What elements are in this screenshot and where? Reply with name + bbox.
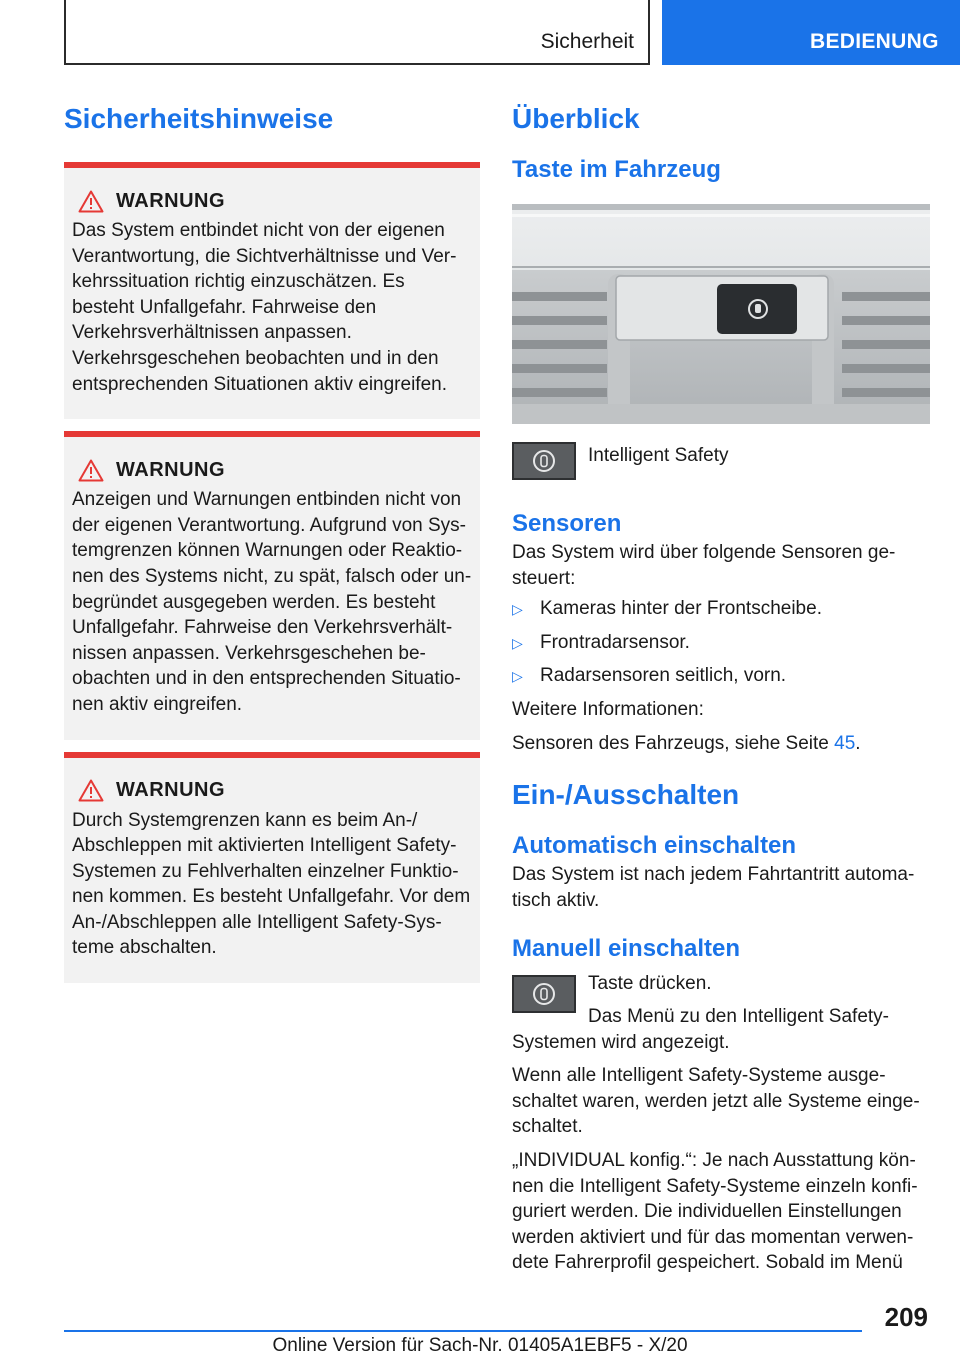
page-number: 209 — [884, 1302, 928, 1332]
auto-on-text: Das System ist nach jedem Fahrtantritt automatisch aktiv. — [512, 864, 915, 911]
warning-box-3 — [64, 752, 480, 984]
dashboard-button-photo — [512, 204, 930, 424]
manual-step-2: Das Menü zu den Intelligent Safety-Systemen wird angezeigt. — [512, 1005, 890, 1053]
list-item-text: Kameras hinter der Frontscheibe. — [540, 598, 822, 620]
page-link[interactable]: 45 — [834, 732, 856, 754]
warning-text: Anzeigen und Warnungen entbinden nicht von der eigenen Verantwortung. Aufgrund von Systemgrenzen können Warnungen oder Reaktionen des Systems nicht, zu spät, falsch oder unbegründet ausgegeben werden. Es besteht Unfallgefahr. Fahrweise den Verkehrsverhältnissen anpassen. Verkehrsgeschehen beobachten und in den entsprechenden Situationen aktiv eingreifen. — [72, 489, 472, 715]
auto-on-heading: Automatisch einschalten — [512, 832, 797, 860]
header-section-box — [64, 0, 650, 65]
manual-on-heading: Manuell einschalten — [512, 935, 741, 963]
intelligent-safety-key-row — [512, 442, 930, 480]
on-off-title: Ein-/Ausschalten — [512, 779, 740, 811]
overview-title: Überblick — [512, 103, 640, 134]
footer-text: Online Version für Sach-Nr. 01405A1EBF5 - X/20 — [272, 1335, 688, 1356]
manual-step-1: Taste drücken. — [588, 973, 712, 995]
warning-box-1 — [64, 162, 480, 419]
triangle-bullet-icon: ▷ — [512, 668, 523, 685]
list-item — [512, 630, 930, 657]
intelligent-safety-button-icon — [512, 442, 576, 480]
warning-text: Durch Systemgrenzen kann es beim An-/ Abschleppen mit aktivierten Intelligent Safety-Systemen zu Fehlverhalten einzelner Funktionen kommen. Es besteht Unfallgefahr. Vor dem An-/Abschleppen alle Intelligent Safety-Systeme abschalten. — [72, 809, 471, 959]
sensor-reference — [512, 731, 930, 757]
list-item-text: Frontradarsensor. — [540, 631, 690, 653]
more-info-label: Weitere Informationen: — [512, 698, 704, 720]
safety-notes-title: Sicherheitshinweise — [64, 103, 334, 134]
warning-triangle-icon — [72, 189, 116, 213]
manual-on-block — [512, 971, 930, 1055]
warning-triangle-icon — [72, 458, 116, 482]
header-section-title: Sicherheit — [540, 30, 634, 53]
warning-triangle-icon — [72, 779, 116, 803]
reference-end: . — [855, 732, 861, 754]
triangle-bullet-icon: ▷ — [512, 601, 523, 618]
right-column — [512, 100, 930, 1276]
header-chapter-title: BEDIENUNG — [810, 30, 939, 53]
intelligent-safety-label: Intelligent Safety — [588, 445, 729, 466]
left-column — [64, 100, 480, 983]
warning-text: Das System entbindet nicht von der eigenen Verantwortung, die Sichtverhältnisse und Verkehrssituation richtig einzuschätzen. Es besteht Unfallgefahr. Fahrweise den Verkehrsverhältnissen anpassen. Verkehrsgeschehen beobachten und in den entsprechenden Situationen aktiv eingreifen. — [72, 220, 457, 395]
list-item — [512, 663, 930, 690]
warning-box-2 — [64, 431, 480, 739]
triangle-bullet-icon: ▷ — [512, 634, 523, 651]
warning-label: WARNUNG — [116, 189, 226, 212]
list-item-text: Radarsensoren seitlich, vorn. — [540, 665, 787, 687]
button-in-vehicle-heading: Taste im Fahrzeug — [512, 156, 721, 183]
warning-label: WARNUNG — [116, 779, 226, 801]
paragraph-individual-config: „INDIVIDUAL konfig.“: Je nach Ausstattung können die Intelligent Safety-Systeme einzeln konfiguriert werden. Die individuellen Einstellungen werden aktiviert und für das momentan verwendete Fahrerprofil gespeichert. Sobald im Menü — [512, 1149, 918, 1274]
reference-text: Sensoren des Fahrzeugs, siehe Seite — [512, 732, 835, 754]
intelligent-safety-button-icon — [512, 975, 576, 1013]
sensor-list — [512, 596, 930, 690]
sensors-heading: Sensoren — [512, 510, 622, 537]
paragraph-all-systems: Wenn alle Intelligent Safety-Systeme ausgeschaltet waren, werden jetzt alle Systeme eingeschaltet. — [512, 1065, 920, 1138]
sensors-intro: Das System wird über folgende Sensoren gesteuert: — [512, 542, 896, 589]
list-item — [512, 596, 930, 623]
header-chapter-tab — [662, 0, 960, 65]
warning-label: WARNUNG — [116, 458, 226, 481]
footer-divider — [64, 1330, 862, 1332]
